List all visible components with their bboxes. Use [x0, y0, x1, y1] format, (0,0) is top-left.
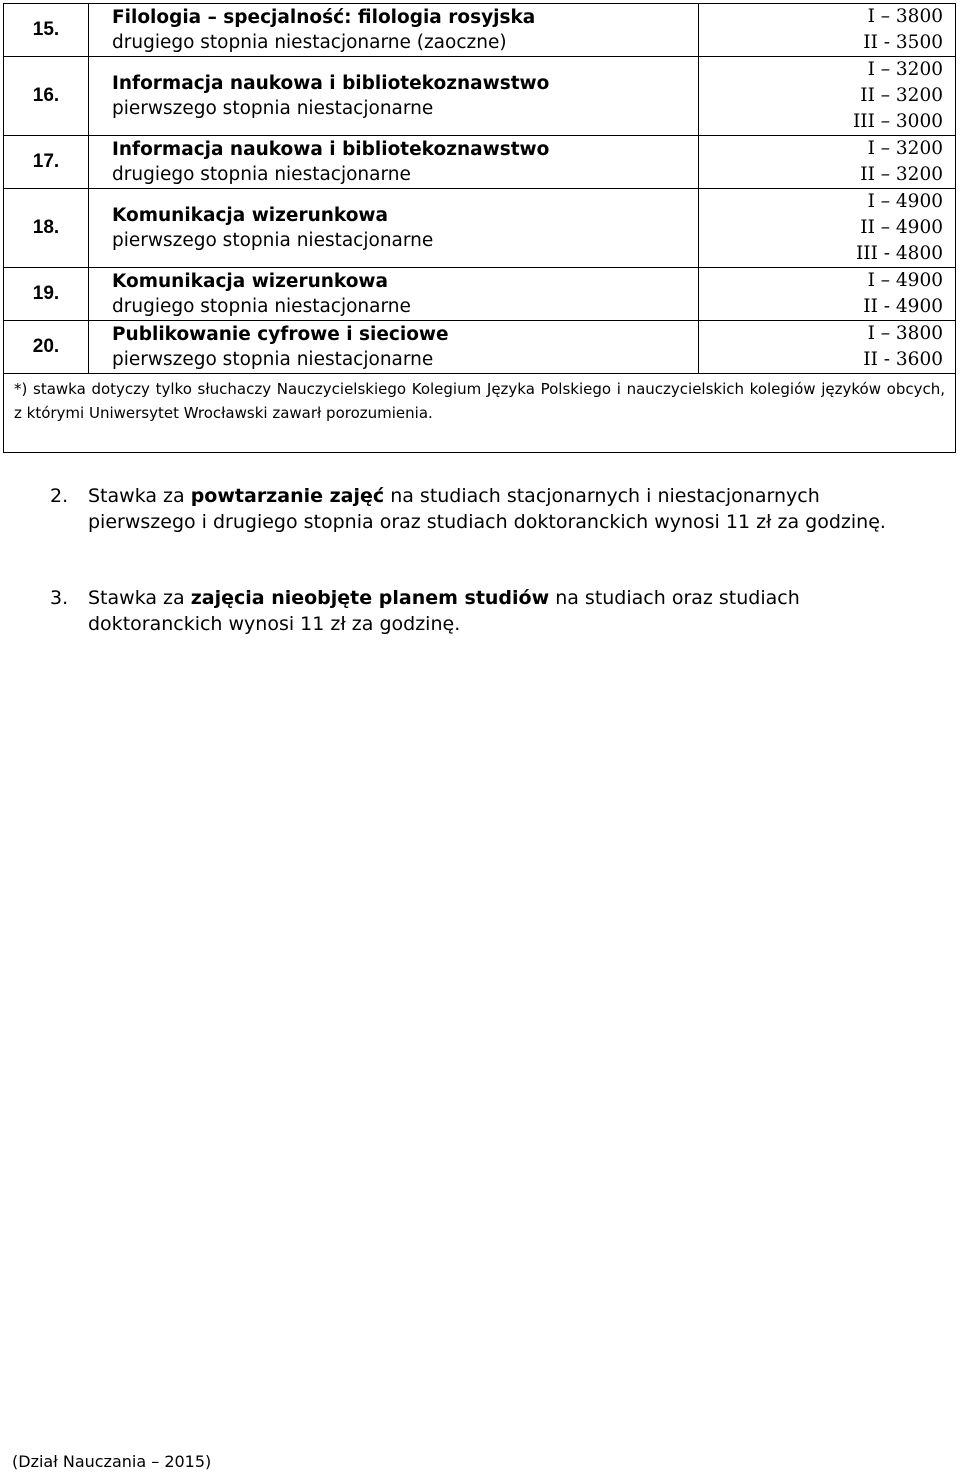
- paragraph-3-number: 3.: [50, 587, 69, 609]
- paragraph-2-number: 2.: [50, 485, 69, 507]
- table-row: [4, 268, 956, 321]
- program-title: Informacja naukowa i bibliotekoznawstwo: [112, 73, 550, 94]
- program-title: Filologia – specjalność: filologia rosyjska: [112, 7, 536, 28]
- fee-value: I – 3200: [867, 138, 943, 159]
- fee-value: I – 3800: [867, 323, 943, 344]
- fee-value: II - 3600: [863, 349, 943, 370]
- program-level: drugiego stopnia niestacjonarne: [112, 296, 411, 317]
- program-title: Komunikacja wizerunkowa: [112, 271, 389, 292]
- program-cell: [89, 136, 699, 189]
- row-number: 19.: [4, 268, 89, 321]
- paragraph-2-bold: powtarzanie zajęć: [190, 485, 385, 507]
- fee-value: I – 3200: [867, 59, 943, 80]
- fee-cell: [699, 57, 956, 136]
- program-title: Komunikacja wizerunkowa: [112, 205, 389, 226]
- fee-cell: [699, 268, 956, 321]
- program-level: drugiego stopnia niestacjonarne (zaoczne): [112, 32, 507, 53]
- fee-value: III - 4800: [855, 243, 943, 264]
- fee-value: I – 4900: [867, 191, 943, 212]
- paragraph-2-pre: Stawka za: [88, 485, 191, 507]
- table-row: [4, 321, 956, 374]
- fee-value: I – 3800: [867, 6, 943, 27]
- paragraph-3-post2: doktoranckich wynosi 11 zł za godzinę.: [88, 613, 461, 635]
- table-row: [4, 4, 956, 57]
- program-level: pierwszego stopnia niestacjonarne: [112, 98, 434, 119]
- footnote: *) stawka dotyczy tylko słuchaczy Nauczycielskiego Kolegium Języka Polskiego i nauczycielskich kolegiów języków obcych, z którymi Uniwersytet Wrocławski zawarł porozumienia.: [4, 374, 956, 453]
- paragraph-3-pre: Stawka za: [88, 587, 191, 609]
- program-title: Publikowanie cyfrowe i sieciowe: [112, 324, 449, 345]
- program-cell: [89, 4, 699, 57]
- fee-value: III – 3000: [852, 111, 943, 132]
- paragraph-3-post1: na studiach oraz studiach: [549, 587, 800, 609]
- fee-value: II – 3200: [860, 85, 943, 106]
- paragraph-2-post2: pierwszego i drugiego stopnia oraz studiach doktoranckich wynosi 11 zł za godzinę.: [88, 511, 886, 533]
- row-number: 16.: [4, 57, 89, 136]
- table-row: [4, 57, 956, 136]
- footer-note: (Dział Nauczania – 2015): [12, 1452, 212, 1471]
- footnote-row: [4, 374, 956, 453]
- program-level: drugiego stopnia niestacjonarne: [112, 164, 411, 185]
- program-level: pierwszego stopnia niestacjonarne: [112, 349, 434, 370]
- paragraph-2-post1: na studiach stacjonarnych i niestacjonarnych: [384, 485, 820, 507]
- fee-value: II – 4900: [860, 217, 943, 238]
- program-cell: [89, 189, 699, 268]
- fee-cell: [699, 136, 956, 189]
- paragraph-3: [50, 585, 945, 637]
- rates-table: [3, 3, 956, 453]
- fee-value: II – 3200: [860, 164, 943, 185]
- program-cell: [89, 57, 699, 136]
- fee-value: I – 4900: [867, 270, 943, 291]
- fee-cell: [699, 189, 956, 268]
- paragraph-3-bold: zajęcia nieobjęte planem studiów: [190, 587, 550, 609]
- fee-value: II - 4900: [863, 296, 943, 317]
- table-row: [4, 189, 956, 268]
- paragraph-2: [50, 483, 945, 535]
- program-cell: [89, 321, 699, 374]
- table-row: [4, 136, 956, 189]
- row-number: 20.: [4, 321, 89, 374]
- program-cell: [89, 268, 699, 321]
- fee-cell: [699, 321, 956, 374]
- program-title: Informacja naukowa i bibliotekoznawstwo: [112, 139, 550, 160]
- fee-cell: [699, 4, 956, 57]
- fee-value: II - 3500: [863, 32, 943, 53]
- program-level: pierwszego stopnia niestacjonarne: [112, 230, 434, 251]
- row-number: 17.: [4, 136, 89, 189]
- row-number: 18.: [4, 189, 89, 268]
- row-number: 15.: [4, 4, 89, 57]
